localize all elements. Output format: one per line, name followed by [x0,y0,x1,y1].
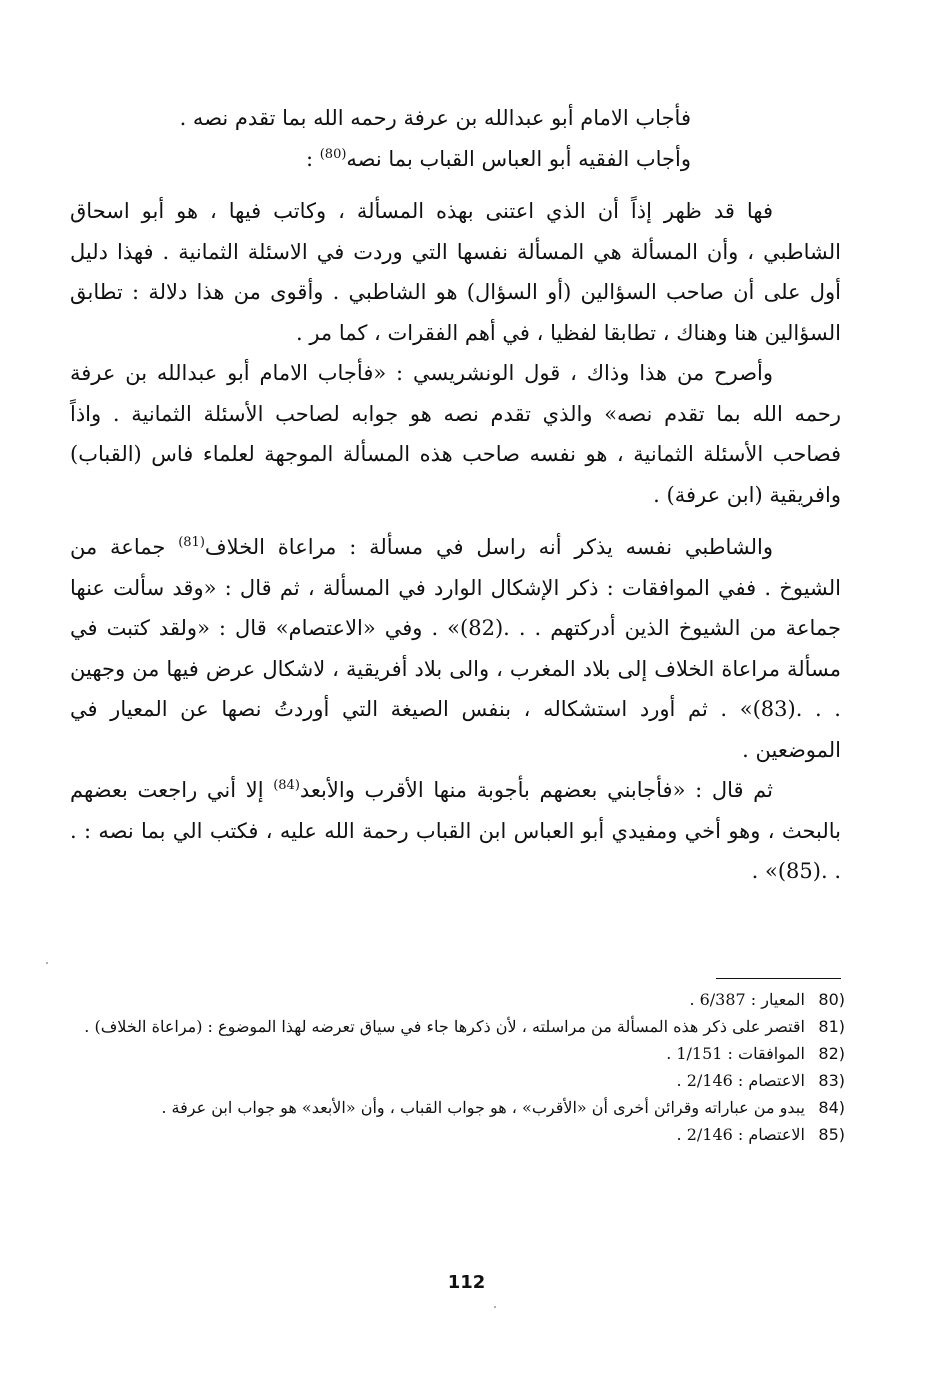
paragraph-4 [70,353,841,515]
paragraph-3 [70,191,841,353]
footnote-number: 82) [818,1044,845,1063]
footnote-number: 80) [818,990,845,1009]
footnote-number: 84) [818,1098,845,1117]
footnote-text: الاعتصام : 2/146 . [676,1125,805,1144]
footnote-81 [70,1013,845,1040]
scan-speck [494,1306,496,1308]
footnote-84 [70,1094,845,1121]
main-text [70,98,841,892]
footnote-82 [70,1040,845,1067]
footnote-number: 81) [818,1017,845,1036]
paragraph-text: وأصرح من هذا وذاك ، قول الونشريسي : «فأجاب الامام أبو عبدالله بن عرفة رحمه الله بما تقدم نصه» والذي تقدم نصه هو جوابه لصاحب الأسئلة الثمانية . واذاً فصاحب الأسئلة الثمانية ، هو نفسه صاحب هذه المسألة الموجهة لعلماء فاس (القباب) وافريقية (ابن عرفة) . [70,361,841,507]
paragraph-5 [70,527,841,770]
paragraph-text: والشاطبي نفسه يذكر أنه راسل في مسألة : مراعاة الخلاف [204,535,773,559]
footnote-83 [70,1067,845,1094]
paragraph-6 [70,770,841,892]
paragraph-text: فأجاب الامام أبو عبدالله بن عرفة رحمه الله بما تقدم نصه . [179,106,691,130]
paragraph-2 [70,139,841,180]
paragraph-text: وأجاب الفقيه أبو العباس القباب بما نصه [346,146,691,171]
footnote-85 [70,1121,845,1148]
paragraph-1 [70,98,841,139]
footnote-ref-84: (84) [273,778,300,793]
footnote-text: الموافقات : 1/151 . [666,1044,805,1063]
footnote-ref-81: (81) [178,535,205,550]
footnote-80 [70,986,845,1013]
footnote-text: اقتصر على ذكر هذه المسألة من مراسلته ، لأن ذكرها جاء في سياق تعرضه لهذا الموضوع : (مراعاة الخلاف) . [84,1017,805,1036]
footnote-ref-80: (80) [319,146,347,162]
paragraph-text: ثم قال : «فأجابني بعضهم بأجوبة منها الأقرب والأبعد [299,778,773,802]
paragraph-text-tail: جماعة من الشيوخ . ففي الموافقات : ذكر الإشكال الوارد في المسألة ، ثم قال : «وقد سألت عنها جماعة من الشيوخ الذين أدركتهم . . .(82)» . وفي «الاعتصام» قال : «ولقد كتبت في مسألة مراعاة الخلاف إلى بلاد المغرب ، والى بلاد أفريقية ، لاشكال عرض فيها من وجهين . . .(83)» . ثم أورد استشكاله ، بنفس الصيغة التي أوردتُ نصها عن المعيار في الموضعين . [70,535,841,762]
footnotes [70,986,845,1148]
paragraph-text: فها قد ظهر إذاً أن الذي اعتنى بهذه المسألة ، وكاتب فيها ، هو أبو اسحاق الشاطبي ، وأن المسألة هي المسألة نفسها التي وردت في الاسئلة الثمانية . فهذا دليل أول على أن صاحب السؤالين (أو السؤال) هو الشاطبي . وأقوى من هذا دلالة : تطابق السؤالين هنا وهناك ، تطابقا لفظيا ، في أهم الفقرات ، كما مر . [70,199,841,345]
footnote-divider [716,978,841,979]
page-number: 112 [447,1272,486,1293]
paragraph-text-tail: إلا أني راجعت بعضهم بالبحث ، وهو أخي ومفيدي أبو العباس ابن القباب رحمة الله عليه ، فكتب الي بما نصه : . . .(85)» . [70,778,841,883]
footnote-number: 85) [818,1125,845,1144]
footnote-number: 83) [818,1071,845,1090]
scan-speck [46,962,48,964]
footnote-text: المعيار : 6/387 . [689,990,805,1009]
footnote-text: الاعتصام : 2/146 . [676,1071,805,1090]
paragraph-text-tail: : [305,146,320,171]
footnote-text: يبدو من عباراته وقرائن أخرى أن «الأقرب» ، هو جواب القباب ، وأن «الأبعد» هو جواب ابن عرفة . [161,1098,805,1117]
